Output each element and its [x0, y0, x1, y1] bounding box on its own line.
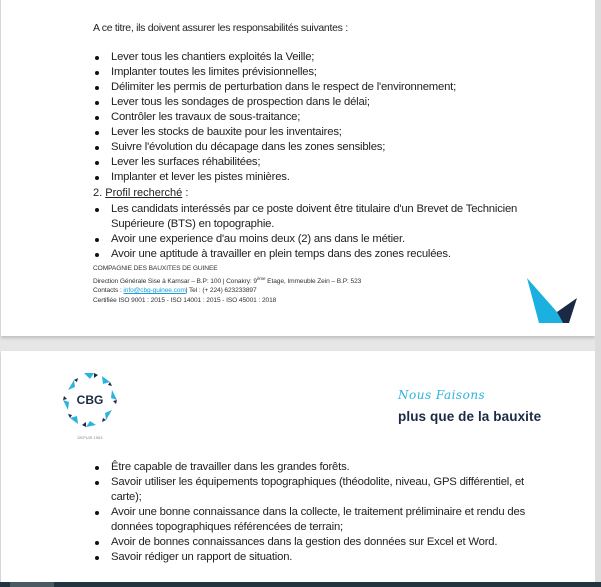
- list-item: Savoir rédiger un rapport de situation.: [93, 550, 533, 565]
- footer-contacts: Contacts : info@cbg-guinee.com| Tel : (+ 224) 623233897: [93, 287, 257, 295]
- document-page-2: [1, 351, 595, 583]
- list-item: Implanter et lever les pistes minières.: [93, 170, 553, 185]
- list-item: Les candidats interéssés par ce poste doivent être titulaire d'un Brevet de Technicien Supérieure (BTS) en topographie.: [93, 202, 523, 232]
- list-item: Être capable de travailler dans les grandes forêts.: [93, 460, 533, 475]
- company-slogan: [398, 388, 588, 428]
- footer-company: COMPAGNIE DES BAUXITES DE GUINEE: [93, 265, 218, 272]
- list-item: Lever les stocks de bauxite pour les inventaires;: [93, 125, 553, 140]
- logo-since-text: DEPUIS 1963: [77, 435, 103, 440]
- list-item: Savoir utiliser les équipements topographiques (théodolite, niveau, GPS différentiel, et carte);: [93, 475, 533, 505]
- list-item: Lever tous les chantiers exploités la Veille;: [93, 50, 553, 65]
- list-item: Implanter toutes les limites prévisionnelles;: [93, 65, 553, 80]
- cbg-logo: [58, 371, 122, 440]
- section-suffix: :: [182, 187, 189, 199]
- responsibilities-list: [93, 50, 553, 185]
- cbg-corner-mark-icon: [525, 276, 579, 324]
- list-item: Avoir de bonnes connaissances dans la gestion des données sur Excel et Word.: [93, 535, 533, 550]
- taskbar-active-item[interactable]: [10, 582, 54, 587]
- list-item: Avoir une experience d'au moins deux (2) ans dans le métier.: [93, 232, 523, 247]
- profile-list-continued: [93, 460, 533, 565]
- list-item: Avoir une bonne connaissance dans la collecte, le traitement préliminaire et rendu des données topographiques référencées de terrain;: [93, 505, 533, 535]
- taskbar: [0, 582, 601, 587]
- list-item: Contrôler les travaux de sous-traitance;: [93, 110, 553, 125]
- section-number: 2.: [93, 187, 103, 199]
- company-footer: [93, 264, 361, 306]
- list-item: Lever tous les sondages de prospection dans le délai;: [93, 95, 553, 110]
- cbg-logo-ring-icon: [58, 371, 122, 429]
- profile-list: [93, 202, 523, 262]
- document-page-1: [1, 0, 595, 336]
- footer-address: Direction Générale Sise à Kamsar – B.P: 100 | Conakry: 9ème Etage, Immeuble Zein – B.P: 523: [93, 275, 362, 285]
- email-link[interactable]: info@cbg-guinee.com: [123, 287, 186, 295]
- footer-certification: Certifiée ISO 9001 : 2015 - ISO 14001 : 2015 - ISO 45001 : 2018: [93, 296, 277, 304]
- section-title: Profil recherché: [105, 187, 183, 199]
- list-item: Suivre l'évolution du décapage dans les zones sensibles;: [93, 140, 553, 155]
- slogan-tagline: plus que de la bauxite: [398, 409, 542, 424]
- list-item: Avoir une aptitude à travailler en plein temps dans des zones reculées.: [93, 247, 523, 262]
- intro-text: A ce titre, ils doivent assurer les responsabilités suivantes :: [93, 22, 348, 34]
- svg-text:CBG: CBG: [76, 393, 104, 407]
- slogan-script: Nous Faisons: [398, 388, 486, 402]
- list-item: Lever les surfaces réhabilitées;: [93, 155, 553, 170]
- list-item: Délimiter les permis de perturbation dans le respect de l'environnement;: [93, 80, 553, 95]
- vertical-scrollbar[interactable]: [595, 0, 601, 582]
- section-heading-profile: [93, 187, 188, 199]
